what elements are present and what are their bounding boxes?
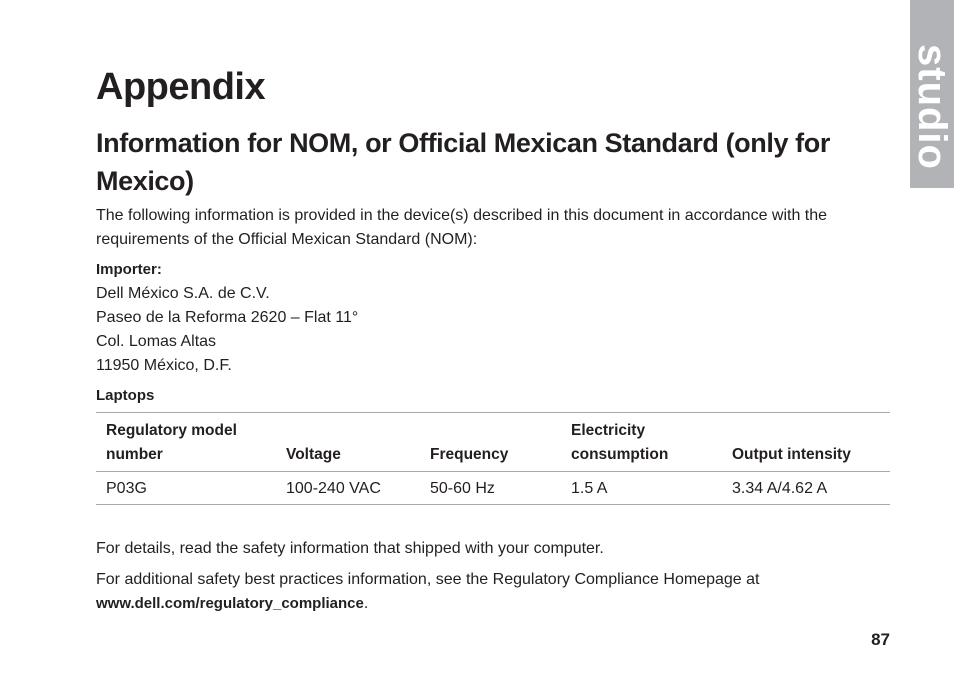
safety-paragraph (96, 568, 886, 616)
importer-address (96, 282, 358, 378)
cell-model: P03G (96, 472, 276, 505)
importer-label: Importer: (96, 261, 162, 278)
address-line: 11950 México, D.F. (96, 357, 232, 374)
side-tab-label: studio (910, 44, 954, 170)
safety-end: . (363, 595, 369, 612)
cell-frequency: 50-60 Hz (420, 472, 561, 505)
table-row (96, 472, 890, 505)
cell-output: 3.34 A/4.62 A (722, 472, 890, 505)
page-title: Appendix (96, 66, 266, 108)
address-line: Dell México S.A. de C.V. (96, 285, 270, 302)
header-line: Electricity (571, 422, 646, 439)
section-heading: Information for NOM, or Official Mexican Standard (only for Mexico) (96, 128, 830, 196)
table-header-row (96, 413, 890, 472)
header-line: Voltage (286, 446, 341, 463)
address-line: Col. Lomas Altas (96, 333, 217, 350)
safety-text: For additional safety best practices information, see the Regulatory Compliance Homepage at (96, 571, 760, 588)
header-consumption (561, 413, 722, 472)
address-line: Paseo de la Reforma 2620 – Flat 11° (96, 309, 359, 326)
header-line: number (106, 446, 163, 463)
header-line: Regulatory model (106, 422, 237, 439)
header-line: consumption (571, 446, 669, 463)
side-tab (910, 0, 954, 188)
header-voltage (276, 413, 420, 472)
cell-consumption: 1.5 A (561, 472, 722, 505)
specification-table (96, 412, 890, 505)
cell-voltage: 100-240 VAC (276, 472, 420, 505)
header-frequency (420, 413, 561, 472)
regulatory-link[interactable]: www.dell.com/regulatory_compliance (96, 595, 364, 612)
details-paragraph: For details, read the safety information that shipped with your computer. (96, 540, 604, 557)
page-number: 87 (871, 630, 890, 649)
header-line: Frequency (430, 446, 509, 463)
intro-paragraph: The following information is provided in the device(s) described in this document in accordance with the requirements of the Official Mexican Standard (NOM): (96, 207, 828, 248)
laptops-label: Laptops (96, 387, 155, 404)
header-output (722, 413, 890, 472)
header-line: Output intensity (732, 446, 851, 463)
header-model (96, 413, 276, 472)
